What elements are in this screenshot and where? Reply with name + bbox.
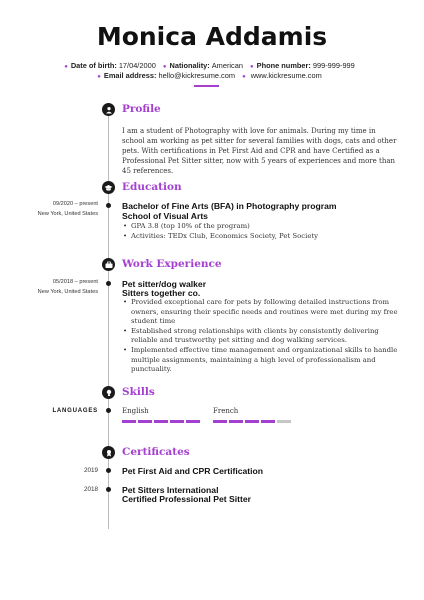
- language-french: French: [213, 407, 239, 415]
- skills-heading: Skills: [122, 386, 155, 398]
- education-bullets: [122, 222, 398, 241]
- nationality-value: American: [211, 61, 243, 70]
- education-school: School of Visual Arts: [122, 211, 208, 221]
- timeline-dot: [106, 487, 111, 492]
- language-english: English: [122, 407, 149, 415]
- list-item: • Implemented effective time management and organizational skills to handle multiple assignments, maintaining a high level of professionalism and punctuality.: [122, 346, 398, 375]
- bullet-dot: ●: [250, 64, 254, 70]
- candidate-name: Monica Addamis: [96, 22, 328, 51]
- email-label: Email address:: [103, 71, 157, 80]
- personal-info-line-1: [0, 61, 424, 70]
- certificate-name: Pet Sitters International: [122, 485, 219, 495]
- education-degree: Bachelor of Fine Arts (BFA) in Photography program: [122, 201, 337, 211]
- certificate-icon: [102, 446, 115, 459]
- dob-label: Date of birth:: [70, 61, 117, 70]
- certificate-year: 2019: [83, 467, 98, 474]
- work-bullets: [122, 298, 398, 375]
- certificate-subtitle: Certified Professional Pet Sitter: [122, 494, 251, 504]
- certificate-year: 2018: [83, 486, 98, 493]
- bullet-dot: ●: [97, 74, 101, 80]
- person-icon: [102, 103, 115, 116]
- website-link[interactable]: www.kickresume.com: [250, 71, 322, 80]
- timeline-dot: [106, 408, 111, 413]
- graduation-cap-icon: [102, 181, 115, 194]
- bullet-dot: ●: [64, 64, 68, 70]
- profile-text: I am a student of Photography with love for animals. During my time in school am working as pet sitter for several families with dogs, cats and other pets. With certifications in Pet First Aid and CPR and have Certified as a Professional Pet Sitter sitter, now with 5 years of experiences and more than 45 references.: [122, 127, 397, 175]
- work-role: Pet sitter/dog walker: [122, 279, 207, 289]
- french-level-bar: [213, 420, 291, 423]
- profile-heading: Profile: [122, 103, 161, 115]
- work-date: 05/2018 – present: [52, 279, 98, 285]
- education-location: New York, United States: [37, 211, 98, 217]
- timeline-dot: [106, 281, 111, 286]
- bullet-dot: ●: [162, 64, 167, 70]
- briefcase-icon: [102, 258, 115, 271]
- header-divider: [194, 85, 219, 87]
- list-item: • Established strong relationships with clients by consistently delivering reliable and trustworthy pet sitting and dog walking services.: [122, 327, 398, 346]
- personal-info-line-2: [0, 71, 424, 80]
- certificate-name: Pet First Aid and CPR Certification: [122, 466, 264, 476]
- work-company: Sitters together co.: [122, 288, 201, 298]
- languages-label: LANGUAGES: [52, 408, 98, 414]
- list-item: • GPA 3.8 (top 10% of the program): [122, 222, 398, 232]
- dob-value: 17/04/2000: [118, 61, 156, 70]
- education-heading: Education: [122, 181, 182, 193]
- phone-value: 999-999-999: [312, 61, 355, 70]
- phone-label: Phone number:: [256, 61, 311, 70]
- timeline-dot: [106, 468, 111, 473]
- list-item: • Activities: TEDx Club, Economics Society, Pet Society: [122, 232, 398, 242]
- email-link[interactable]: hello@kickresume.com: [158, 71, 235, 80]
- lightbulb-icon: [102, 386, 115, 399]
- bullet-dot: ●: [242, 74, 246, 80]
- certificates-heading: Certificates: [122, 446, 190, 458]
- work-location: New York, United States: [37, 289, 98, 295]
- education-date: 09/2020 – present: [52, 201, 98, 207]
- work-heading: Work Experience: [122, 258, 222, 270]
- timeline-dot: [106, 203, 111, 208]
- english-level-bar: [122, 420, 200, 423]
- timeline-line: [108, 113, 109, 529]
- nationality-label: Nationality:: [169, 61, 210, 70]
- list-item: • Provided exceptional care for pets by following detailed instructions from owners, ensuring their specific needs and routines were met during my free student time: [122, 298, 398, 327]
